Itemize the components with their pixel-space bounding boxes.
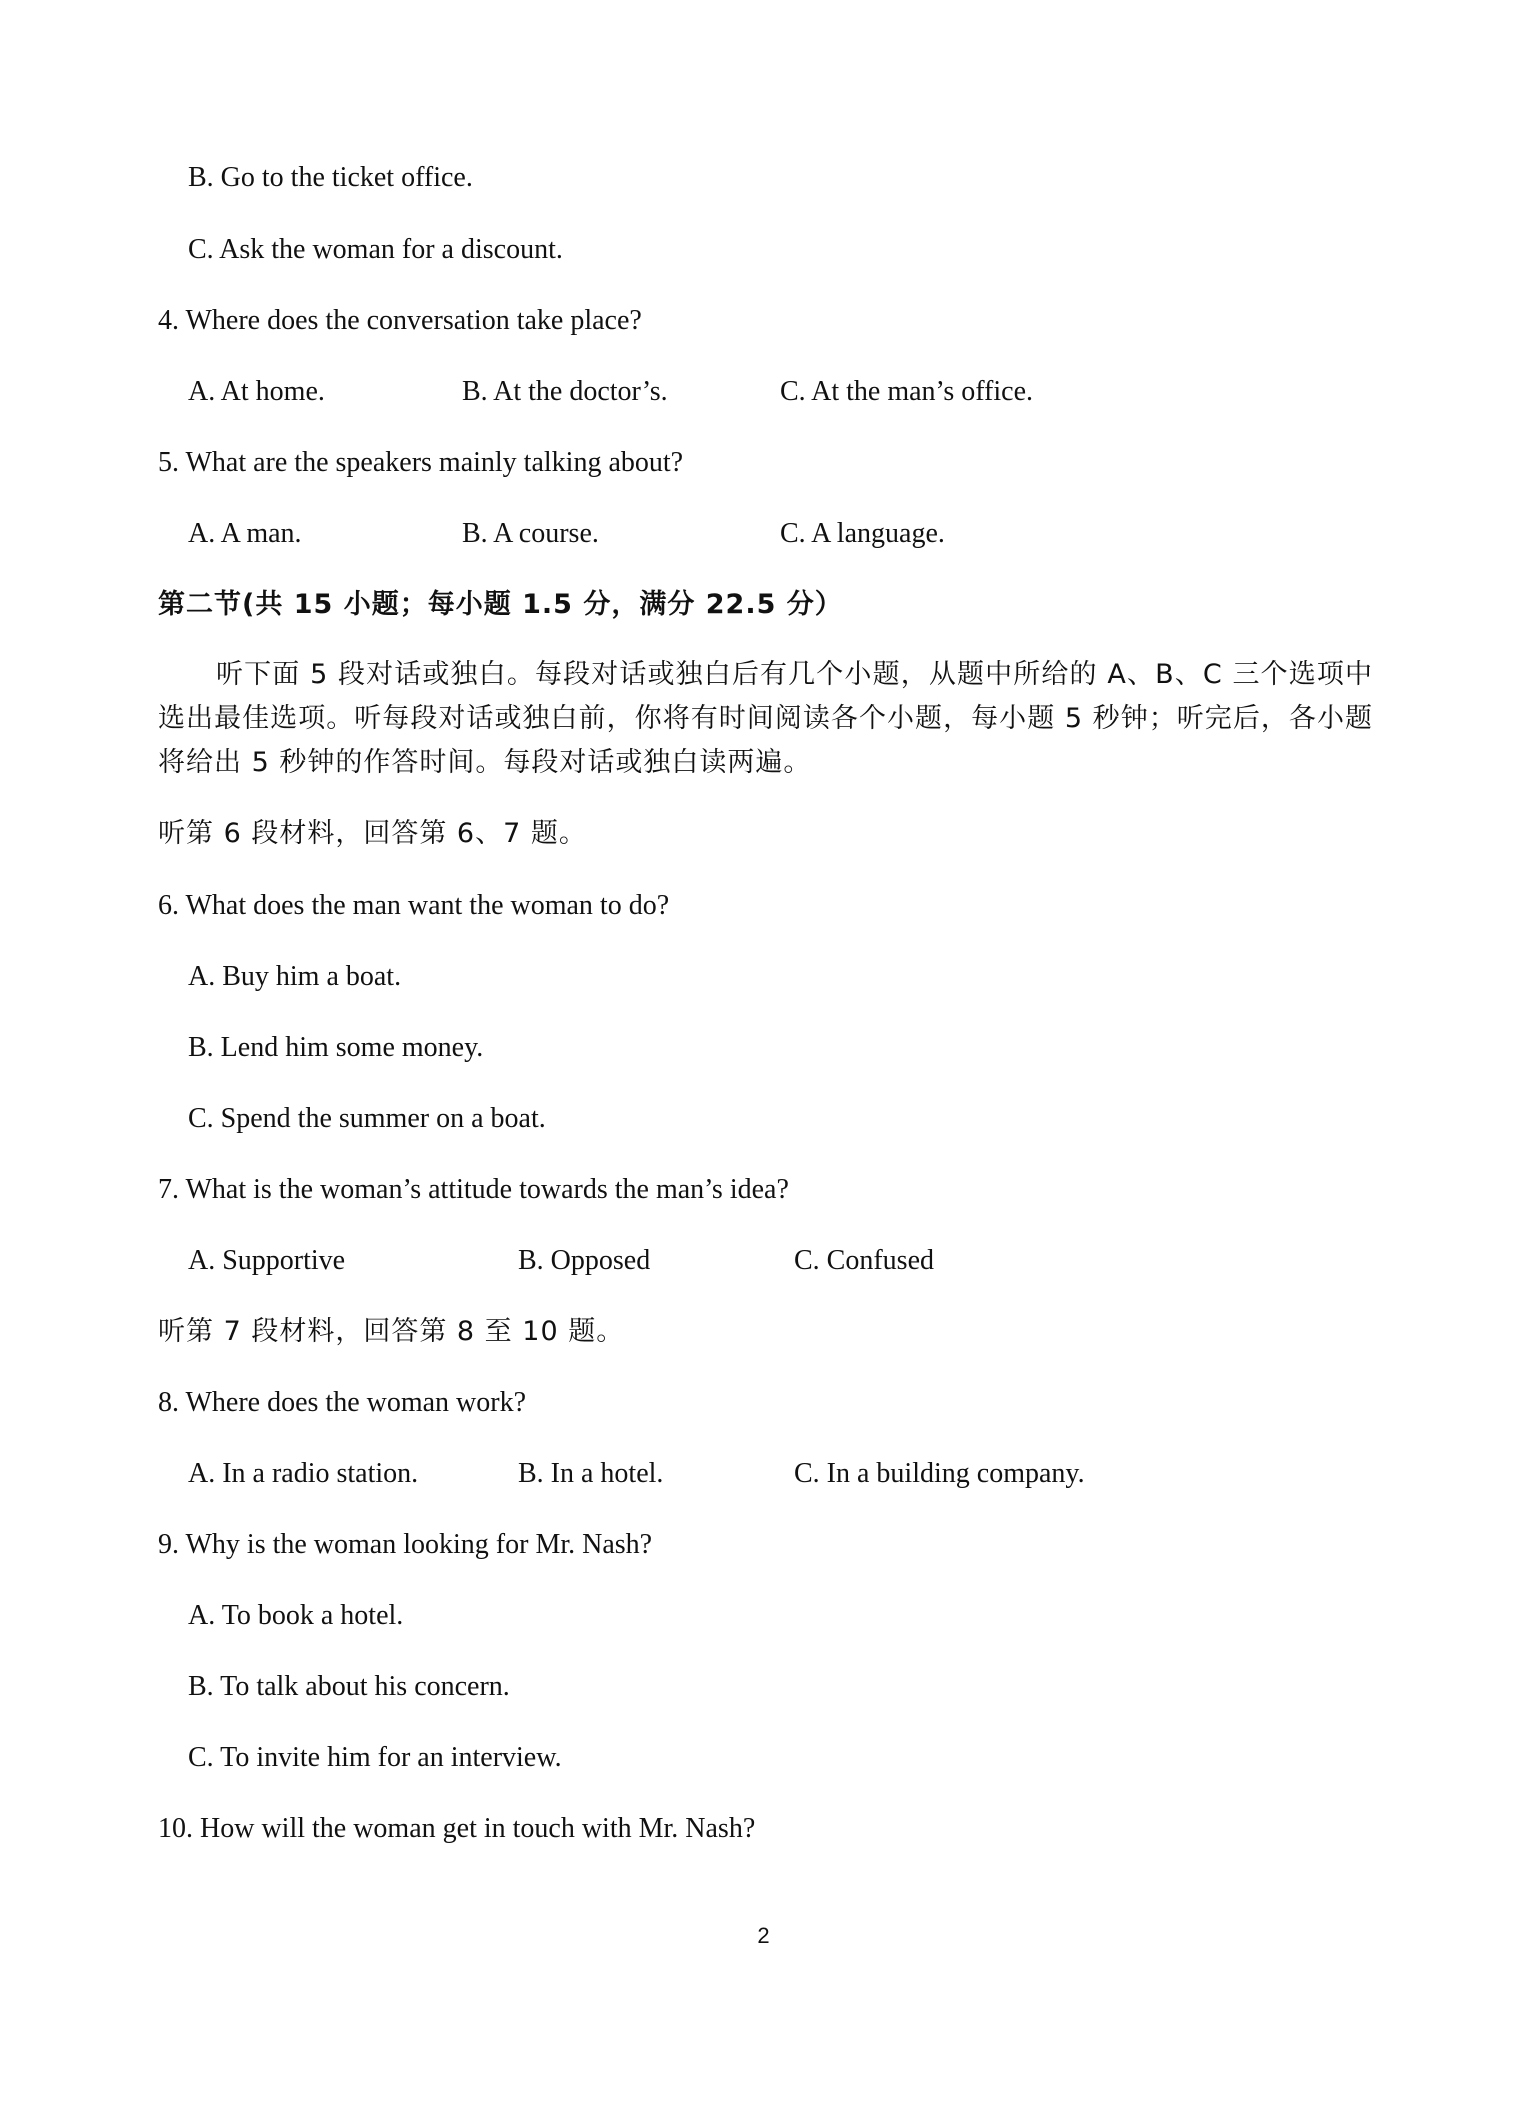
q9-option-b: B. To talk about his concern. bbox=[188, 1671, 510, 1702]
q8-option-a: A. In a radio station. bbox=[188, 1458, 419, 1489]
q7-option-b: B. Opposed bbox=[518, 1245, 651, 1276]
material-6-heading: 听第 6 段材料，回答第 6、7 题。 bbox=[158, 818, 587, 849]
q5-option-b: B. A course. bbox=[462, 518, 599, 549]
q4-option-c: C. At the man’s office. bbox=[780, 376, 1033, 407]
q6-option-a: A. Buy him a boat. bbox=[188, 961, 402, 992]
q10-question: 10. How will the woman get in touch with Mr. Nash? bbox=[158, 1813, 756, 1844]
q4-option-a: A. At home. bbox=[188, 376, 325, 407]
q8-option-c: C. In a building company. bbox=[794, 1458, 1085, 1489]
material-7-heading: 听第 7 段材料，回答第 8 至 10 题。 bbox=[158, 1316, 625, 1347]
q8-question: 8. Where does the woman work? bbox=[158, 1387, 527, 1418]
q6-option-b: B. Lend him some money. bbox=[188, 1032, 484, 1063]
page-number: 2 bbox=[757, 1923, 770, 1948]
q3-option-b: B. Go to the ticket office. bbox=[188, 162, 473, 193]
q5-question: 5. What are the speakers mainly talking about? bbox=[158, 447, 684, 478]
section-title: 第二节(共 15 小题；每小题 1.5 分，满分 22.5 分） bbox=[158, 589, 843, 620]
q8-option-b: B. In a hotel. bbox=[518, 1458, 664, 1489]
q6-question: 6. What does the man want the woman to do? bbox=[158, 890, 670, 921]
q7-option-a: A. Supportive bbox=[188, 1245, 346, 1276]
q9-option-a: A. To book a hotel. bbox=[188, 1600, 404, 1631]
section-instructions: 听下面 5 段对话或独白。每段对话或独白后有几个小题，从题中所给的 A、B、C 三个选项中选出最佳选项。听每段对话或独白前，你将有时间阅读各个小题，每小题 5 秒钟；听完后，各小题将给出 5 秒钟的作答时间。每段对话或独白读两遍。 bbox=[158, 659, 1373, 778]
q9-question: 9. Why is the woman looking for Mr. Nash? bbox=[158, 1529, 653, 1560]
q5-option-c: C. A language. bbox=[780, 518, 945, 549]
q6-option-c: C. Spend the summer on a boat. bbox=[188, 1103, 546, 1134]
q4-question: 4. Where does the conversation take place? bbox=[158, 305, 642, 336]
q4-option-b: B. At the doctor’s. bbox=[462, 376, 668, 407]
q5-option-a: A. A man. bbox=[188, 518, 302, 549]
q9-option-c: C. To invite him for an interview. bbox=[188, 1742, 562, 1773]
q7-question: 7. What is the woman’s attitude towards the man’s idea? bbox=[158, 1174, 789, 1205]
q7-option-c: C. Confused bbox=[794, 1245, 934, 1276]
q3-option-c: C. Ask the woman for a discount. bbox=[188, 234, 563, 265]
